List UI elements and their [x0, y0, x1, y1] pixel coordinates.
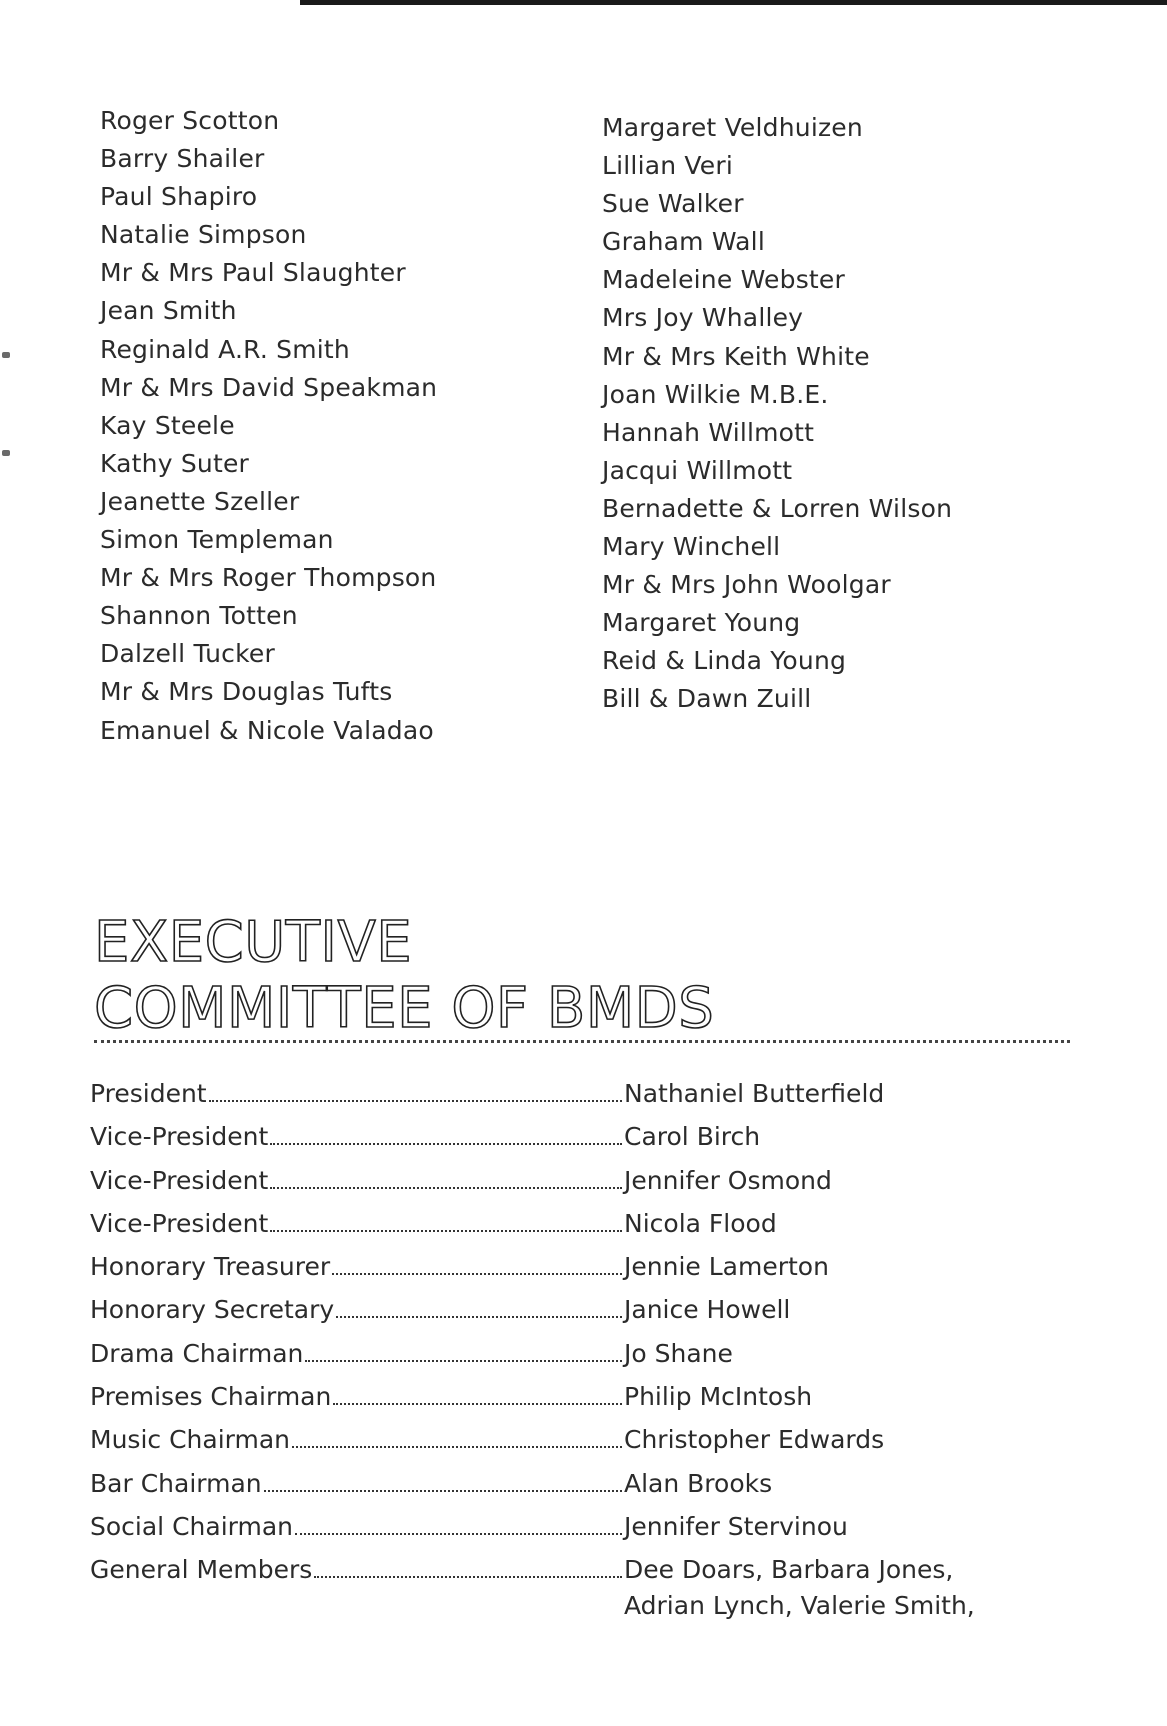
binding-mark	[2, 352, 10, 358]
committee-list	[90, 1076, 1090, 1632]
member-name: Joan Wilkie M.B.E.	[602, 379, 829, 409]
member-name: Natalie Simpson	[100, 220, 307, 250]
dot-leader	[264, 1490, 622, 1492]
role-holder: Jennifer Osmond	[624, 1165, 832, 1195]
role-holder: Jo Shane	[624, 1338, 733, 1368]
role-title: Vice-President	[90, 1122, 269, 1152]
dot-leader	[333, 1403, 622, 1405]
committee-row	[90, 1552, 1090, 1632]
member-name: Shannon Totten	[100, 601, 298, 631]
role-cell	[90, 1209, 624, 1238]
role-title: Vice-President	[90, 1165, 269, 1195]
member-name: Jean Smith	[100, 296, 237, 326]
role-title: General Members	[90, 1555, 313, 1585]
heading-line-2: COMMITTEE OF BMDS	[94, 976, 715, 1041]
role-holder: Carol Birch	[624, 1122, 761, 1152]
holder-line-2: Adrian Lynch, Valerie Smith,	[624, 1591, 975, 1621]
committee-row	[90, 1336, 1090, 1379]
role-title: President	[90, 1079, 207, 1108]
member-name: Paul Shapiro	[100, 182, 258, 212]
member-name: Mr & Mrs Paul Slaughter	[100, 258, 406, 288]
role-cell	[90, 1252, 624, 1281]
role-cell	[90, 1425, 624, 1454]
member-name: Sue Walker	[602, 189, 744, 219]
binding-mark	[2, 450, 10, 456]
member-name: Kay Steele	[100, 410, 235, 440]
role-cell	[90, 1555, 624, 1584]
dot-leader	[314, 1576, 622, 1578]
role-holder	[624, 1552, 1004, 1624]
member-name: Mary Winchell	[602, 532, 781, 562]
heading-line-1: EXECUTIVE	[94, 910, 413, 975]
member-name: Margaret Veldhuizen	[602, 113, 863, 142]
committee-row	[90, 1509, 1090, 1552]
committee-row	[90, 1422, 1090, 1465]
role-cell	[90, 1166, 624, 1195]
member-name: Graham Wall	[602, 227, 765, 257]
role-holder: Alan Brooks	[624, 1468, 773, 1498]
member-list-left	[100, 102, 437, 750]
role-cell	[90, 1122, 624, 1151]
member-name: Mr & Mrs David Speakman	[100, 372, 438, 402]
dot-leader	[332, 1273, 622, 1275]
member-name: Hannah Willmott	[602, 417, 815, 447]
member-name: Jacqui Willmott	[602, 455, 793, 485]
role-holder: Nathaniel Butterfield	[624, 1079, 885, 1108]
role-title: Bar Chairman	[90, 1468, 262, 1498]
role-holder: Jennie Lamerton	[624, 1252, 829, 1282]
member-name: Simon Templeman	[100, 525, 334, 555]
role-holder: Jennifer Stervinou	[624, 1511, 848, 1541]
top-edge-rule	[300, 0, 1167, 5]
committee-row	[90, 1292, 1090, 1335]
holder-line-1: Dee Doars, Barbara Jones,	[624, 1555, 954, 1585]
role-title: Premises Chairman	[90, 1382, 332, 1412]
dot-leader	[270, 1230, 622, 1232]
role-cell	[90, 1079, 624, 1108]
role-title: Honorary Secretary	[90, 1295, 335, 1325]
member-name: Mr & Mrs Keith White	[602, 341, 870, 371]
committee-row	[90, 1119, 1090, 1162]
member-name: Margaret Young	[602, 608, 801, 638]
role-title: Vice-President	[90, 1208, 269, 1238]
role-cell	[90, 1339, 624, 1368]
dot-leader	[270, 1143, 622, 1145]
heading-dotted-rule	[94, 1040, 1070, 1043]
role-cell	[90, 1469, 624, 1498]
role-cell	[90, 1382, 624, 1411]
role-holder: Janice Howell	[624, 1295, 791, 1325]
role-title: Drama Chairman	[90, 1338, 304, 1368]
role-cell	[90, 1512, 624, 1541]
role-holder: Christopher Edwards	[624, 1425, 885, 1455]
member-name: Kathy Suter	[100, 448, 250, 478]
role-title: Honorary Treasurer	[90, 1252, 331, 1282]
role-title: Music Chairman	[90, 1425, 290, 1455]
member-name: Bernadette & Lorren Wilson	[602, 493, 953, 523]
member-name: Madeleine Webster	[602, 265, 845, 295]
dot-leader	[336, 1316, 622, 1318]
member-name: Jeanette Szeller	[100, 486, 300, 516]
member-name: Mr & Mrs Roger Thompson	[100, 563, 437, 593]
member-name: Reid & Linda Young	[602, 646, 847, 676]
member-name: Mr & Mrs Douglas Tufts	[100, 677, 393, 707]
role-holder: Philip McIntosh	[624, 1382, 813, 1412]
member-name: Bill & Dawn Zuill	[602, 684, 812, 714]
member-list-right	[602, 109, 952, 719]
role-holder: Nicola Flood	[624, 1208, 777, 1238]
member-name: Lillian Veri	[602, 151, 733, 181]
member-name: Emanuel & Nicole Valadao	[100, 715, 434, 745]
committee-row	[90, 1249, 1090, 1292]
member-name: Dalzell Tucker	[100, 639, 275, 669]
member-name: Reginald A.R. Smith	[100, 334, 350, 364]
committee-row	[90, 1076, 1090, 1119]
dot-leader	[270, 1187, 622, 1189]
member-name: Mr & Mrs John Woolgar	[602, 570, 891, 600]
committee-row	[90, 1379, 1090, 1422]
dot-leader	[305, 1360, 622, 1362]
member-name: Roger Scotton	[100, 106, 280, 135]
role-title: Social Chairman	[90, 1511, 293, 1541]
committee-row	[90, 1163, 1090, 1206]
committee-row	[90, 1206, 1090, 1249]
dot-leader	[209, 1100, 622, 1102]
section-heading	[94, 910, 714, 1042]
dot-leader	[295, 1533, 622, 1535]
committee-row	[90, 1466, 1090, 1509]
member-name: Barry Shailer	[100, 144, 265, 174]
member-name: Mrs Joy Whalley	[602, 303, 804, 333]
dot-leader	[292, 1446, 622, 1448]
role-cell	[90, 1295, 624, 1324]
